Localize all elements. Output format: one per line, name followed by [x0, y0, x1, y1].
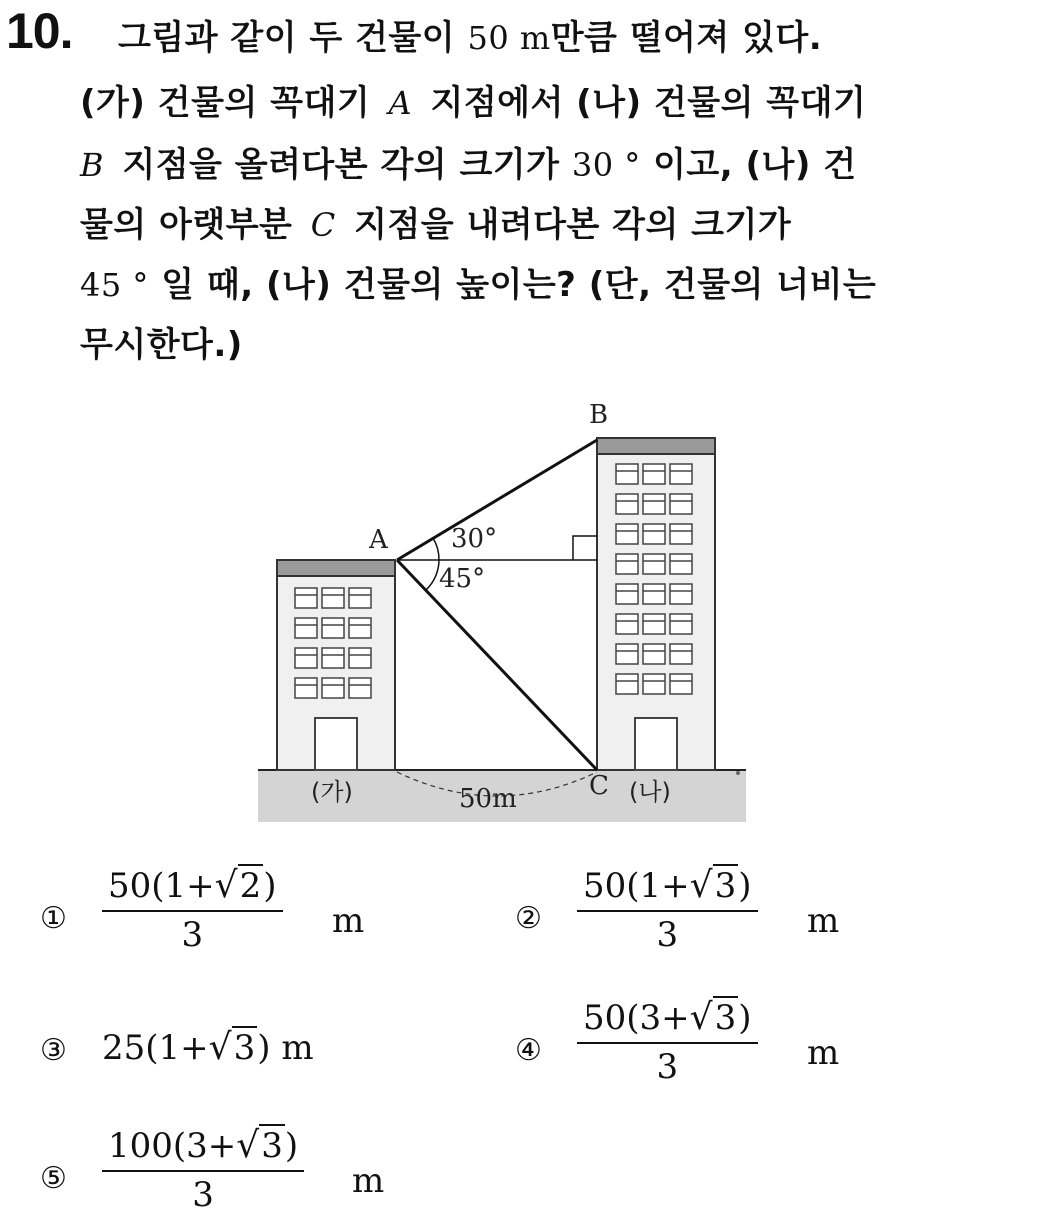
numerator-text: 50(1+ [108, 866, 215, 906]
denominator: 3 [656, 915, 679, 955]
angle-30-value: 30 ° [571, 146, 641, 184]
right-angle-mark [573, 536, 597, 560]
sqrt: √3 [689, 865, 737, 906]
radicand: 3 [261, 1126, 283, 1166]
question-text: 그림과 같이 두 건물이 [118, 18, 456, 58]
question-number: 10. [6, 3, 73, 59]
choice-fraction [102, 1125, 304, 1215]
unit: m [332, 901, 365, 941]
question-text: 지점을 내려다본 각의 크기가 [354, 205, 792, 245]
numerator-text: 100(3+ [108, 1126, 237, 1166]
numerator-text: 50(3+ [583, 998, 690, 1038]
choice-marker: ③ [40, 1033, 67, 1068]
window [322, 588, 344, 608]
window [349, 588, 371, 608]
sqrt: √3 [208, 1027, 256, 1068]
choice-1[interactable] [40, 865, 420, 968]
label-angle-45: 45° [439, 564, 486, 594]
window [670, 674, 692, 694]
denominator: 3 [656, 1047, 679, 1087]
right-door [635, 718, 677, 770]
distance-value: 50 m [467, 19, 551, 57]
radicand: 2 [239, 866, 262, 906]
window [322, 618, 344, 638]
choice-3[interactable] [40, 1028, 420, 1088]
sqrt: √2 [214, 865, 262, 906]
window [349, 618, 371, 638]
dot [736, 771, 740, 775]
expression-text: ) m [257, 1028, 314, 1068]
sqrt: √3 [689, 997, 737, 1038]
window [616, 524, 638, 544]
choice-marker: ④ [515, 1033, 542, 1068]
radicand: 3 [233, 1028, 256, 1068]
window [670, 554, 692, 574]
window [643, 644, 665, 664]
choice-marker: ⑤ [40, 1161, 67, 1196]
window [643, 524, 665, 544]
numerator-text: ) [284, 1126, 299, 1166]
denominator: 3 [192, 1175, 214, 1215]
question-text: (가) 건물의 꼭대기 [80, 83, 371, 123]
question-text: 지점을 올려다본 각의 크기가 [122, 145, 560, 185]
sqrt: √3 [236, 1125, 283, 1166]
numerator-text: ) [738, 866, 752, 906]
window [670, 644, 692, 664]
denominator: 3 [181, 915, 204, 955]
window [670, 524, 692, 544]
label-a: A [369, 525, 388, 555]
window [295, 678, 317, 698]
question-text: 물의 아랫부분 [80, 205, 293, 245]
window [670, 464, 692, 484]
window [643, 674, 665, 694]
left-door [315, 718, 357, 770]
window [295, 588, 317, 608]
expression-text: 25(1+ [102, 1028, 209, 1068]
buildings-figure [255, 400, 755, 830]
question-text: 무시한다.) [80, 325, 243, 365]
window [670, 614, 692, 634]
choice-fraction [102, 865, 283, 955]
window [322, 678, 344, 698]
choice-5[interactable] [40, 1125, 440, 1228]
label-distance: 50m [459, 784, 517, 814]
window [349, 648, 371, 668]
window [616, 674, 638, 694]
angle-arc-30 [433, 538, 439, 560]
window [643, 614, 665, 634]
window [616, 614, 638, 634]
radicand: 3 [714, 998, 737, 1038]
numerator-text: ) [263, 866, 277, 906]
angle-arc-45 [426, 560, 439, 590]
window [616, 494, 638, 514]
point-b-variable: B [80, 146, 105, 184]
question-text: 일 때, (나) 건물의 높이는? (단, 건물의 너비는 [161, 265, 877, 305]
choice-fraction [577, 865, 758, 955]
unit: m [807, 901, 840, 941]
unit: m [352, 1161, 385, 1201]
point-c-variable: C [310, 206, 336, 244]
label-building-left: (가) [311, 778, 353, 806]
question-text: 이고, (나) 건 [653, 145, 857, 185]
window [295, 648, 317, 668]
numerator-text: ) [738, 998, 752, 1038]
unit: m [807, 1033, 840, 1073]
choice-marker: ① [40, 901, 67, 936]
window [643, 584, 665, 604]
label-b: B [589, 400, 609, 430]
question-line-6 [80, 325, 1051, 366]
question-line-2 [80, 83, 1051, 124]
question-line-4 [80, 205, 1051, 246]
window [643, 464, 665, 484]
choice-4[interactable] [515, 997, 895, 1100]
question-text: 지점에서 (나) 건물의 꼭대기 [430, 83, 867, 123]
point-a-variable: A [388, 84, 413, 122]
window [322, 648, 344, 668]
choice-marker: ② [515, 901, 542, 936]
buildings-diagram [255, 400, 755, 830]
building-left [277, 560, 395, 770]
window [643, 554, 665, 574]
label-c: C [589, 771, 609, 801]
window [643, 494, 665, 514]
choice-expression [102, 1027, 314, 1068]
line-ac [397, 560, 597, 770]
window [670, 584, 692, 604]
building-right [597, 438, 715, 770]
window [349, 678, 371, 698]
label-building-right: (나) [629, 778, 671, 806]
question-line-1 [118, 18, 1051, 59]
question-line-5 [80, 265, 1051, 306]
window [295, 618, 317, 638]
window [616, 644, 638, 664]
choice-2[interactable] [515, 865, 895, 968]
question-text: 만큼 떨어져 있다. [550, 18, 823, 58]
numerator-text: 50(1+ [583, 866, 690, 906]
label-angle-30: 30° [451, 524, 498, 554]
radicand: 3 [714, 866, 737, 906]
window [616, 584, 638, 604]
window [670, 494, 692, 514]
window [616, 554, 638, 574]
window [616, 464, 638, 484]
angle-45-value: 45 ° [80, 266, 149, 304]
question-line-3 [80, 145, 1051, 186]
choice-fraction [577, 997, 758, 1087]
